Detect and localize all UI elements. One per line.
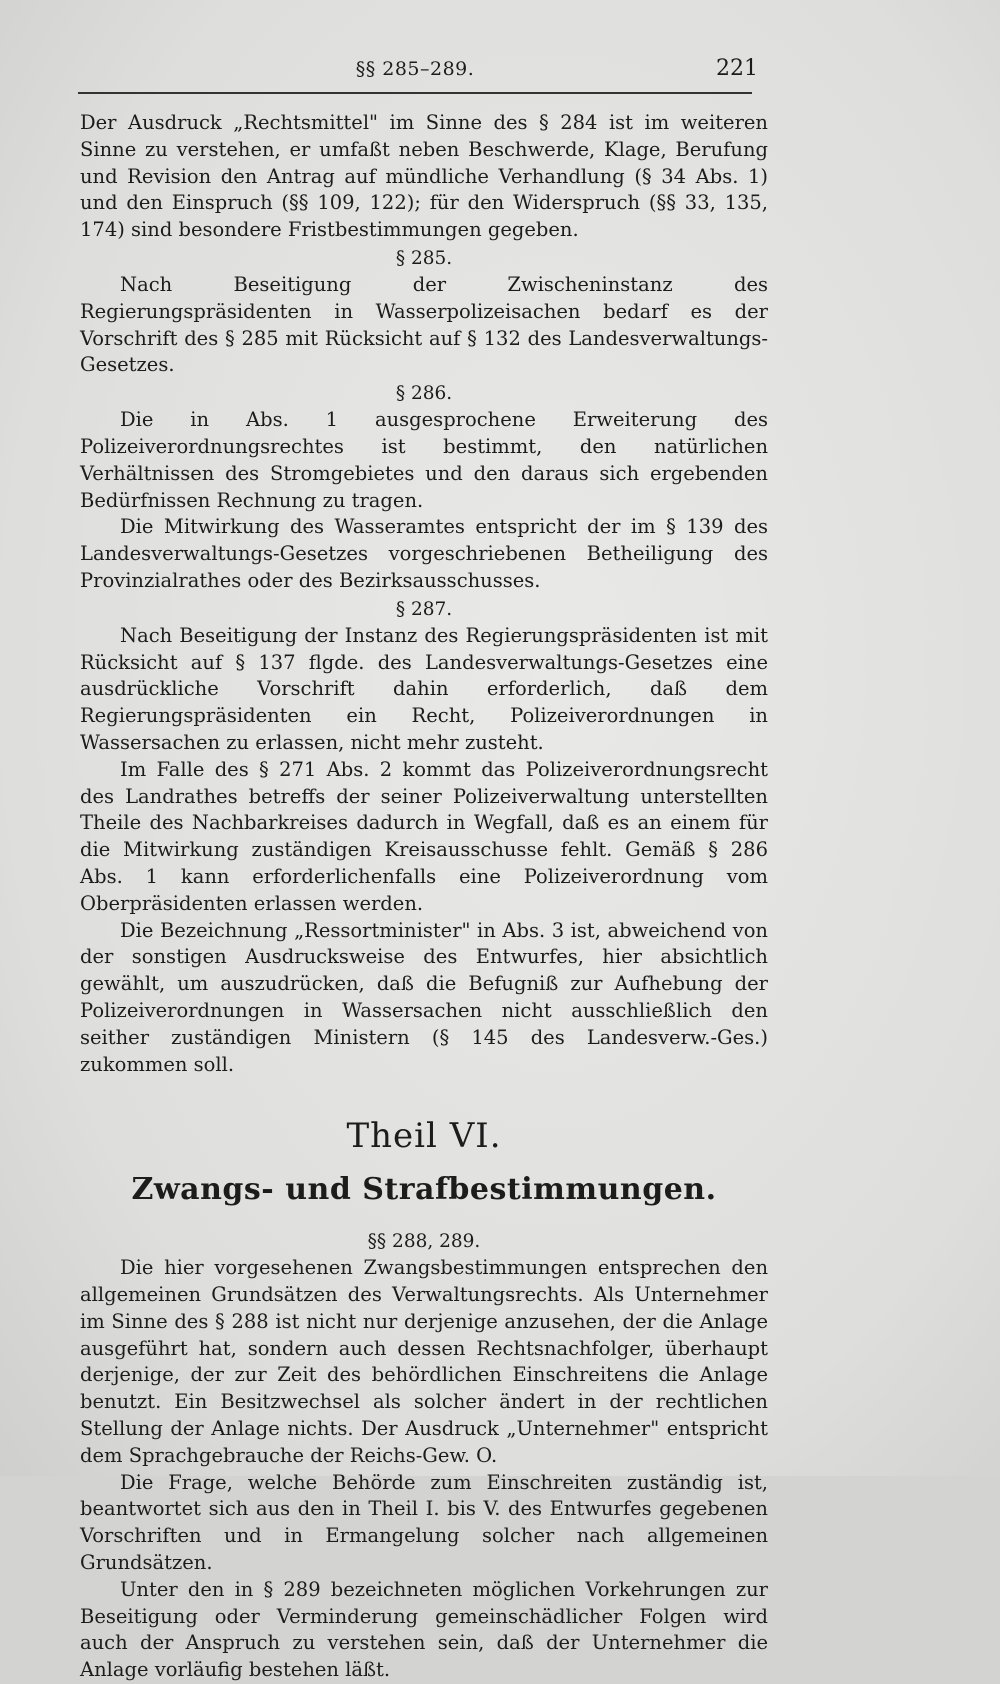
section-range-title: §§ 285–289. (355, 58, 475, 80)
paragraph: Im Falle des § 271 Abs. 2 kommt das Polizeiverordnungsrecht des Landrathes betreffs der seiner Polizeiverwaltung unterstellten Theile des Nachbarkreises dadurch in Wegfall, daß es an einem für die Mitwirkung zuständigen Kreisausschusse fehlt. Gemäß § 286 Abs. 1 kann erforderlichenfalls eine Polizeiverordnung vom Oberpräsidenten erlassen werden. (80, 757, 768, 915)
section-heading: § 287. (395, 598, 453, 620)
paragraph: Nach Beseitigung der Instanz des Regierungspräsidenten ist mit Rücksicht auf § 137 flgde. des Landesverwaltungs-Gesetzes eine ausdrückliche Vorschrift dahin erforderlich, daß dem Regierungspräsidenten ein Recht, Polizeiverordnungen in Wassersachen zu erlassen, nicht mehr zusteht. (80, 623, 768, 754)
paragraph: Die Bezeichnung „Ressortminister" in Abs. 3 ist, abweichend von der sonstigen Ausdrucksweise des Entwurfes, hier absichtlich gewählt, um auszudrücken, daß die Befugniß zur Aufhebung der Polizeiverordnungen in Wassersachen nicht ausschließlich den seither zuständigen Ministern (§ 145 des Landesverw.-Ges.) zukommen soll. (80, 918, 768, 1076)
section-heading: § 286. (395, 383, 453, 405)
page-body (80, 110, 768, 1684)
section-heading: §§ 288, 289. (367, 1231, 481, 1253)
paragraph: Der Ausdruck „Rechtsmittel" im Sinne des § 284 ist im weiteren Sinne zu verstehen, er umfaßt neben Beschwerde, Klage, Berufung und Revision den Antrag auf mündliche Verhandlung (§ 34 Abs. 1) und den Einspruch (§§ 109, 122); für den Widerspruch (§§ 33, 135, 174) sind besondere Fristbestimmungen gegeben. (80, 111, 768, 242)
paragraph: Unter den in § 289 bezeichneten möglichen Vorkehrungen zur Beseitigung oder Verminderung gemeinschädlicher Folgen wird auch der Anspruch zu verstehen sein, daß der Unternehmer die Anlage vorläufig bestehen läßt. (80, 1577, 768, 1682)
paragraph: Nach Beseitigung der Zwischeninstanz des Regierungspräsidenten in Wasserpolizeisachen bedarf es der Vorschrift des § 285 mit Rücksicht auf § 132 des Landesverwaltungs-Gesetzes. (80, 272, 768, 377)
section-heading: § 285. (395, 247, 453, 269)
part-heading: Theil VI. (346, 1116, 502, 1157)
paragraph: Die hier vorgesehenen Zwangsbestimmungen entsprechen den allgemeinen Grundsätzen des Verwaltungsrechts. Als Unternehmer im Sinne des § 288 ist nicht nur derjenige anzusehen, der die Anlage ausgeführt hat, sondern auch dessen Rechtsnachfolger, überhaupt derjenige, der zur Zeit des behördlichen Einschreitens die Anlage benutzt. Ein Besitzwechsel als solcher ändert in der rechtlichen Stellung der Anlage nichts. Der Ausdruck „Unternehmer" entspricht dem Sprachgebrauche der Reichs-Gew. O. (80, 1256, 768, 1467)
page-number: 221 (716, 56, 758, 81)
paragraph: Die Frage, welche Behörde zum Einschreiten zuständig ist, beantwortet sich aus den in Theil I. bis V. des Entwurfes gegebenen Vorschriften und in Ermangelung solcher nach allgemeinen Grundsätzen. (80, 1470, 768, 1575)
paragraph: Die Mitwirkung des Wasseramtes entspricht der im § 139 des Landesverwaltungs-Gesetzes vorgeschriebenen Betheiligung des Provinzialrathes oder des Bezirksausschusses. (80, 515, 768, 592)
part-subheading: Zwangs- und Strafbestimmungen. (131, 1172, 717, 1208)
running-header (78, 56, 758, 94)
paragraph: Die in Abs. 1 ausgesprochene Erweiterung des Polizeiverordnungsrechtes ist bestimmt, den natürlichen Verhältnissen des Stromgebietes und den daraus sich ergebenden Bedürfnissen Rechnung zu tragen. (80, 408, 768, 512)
